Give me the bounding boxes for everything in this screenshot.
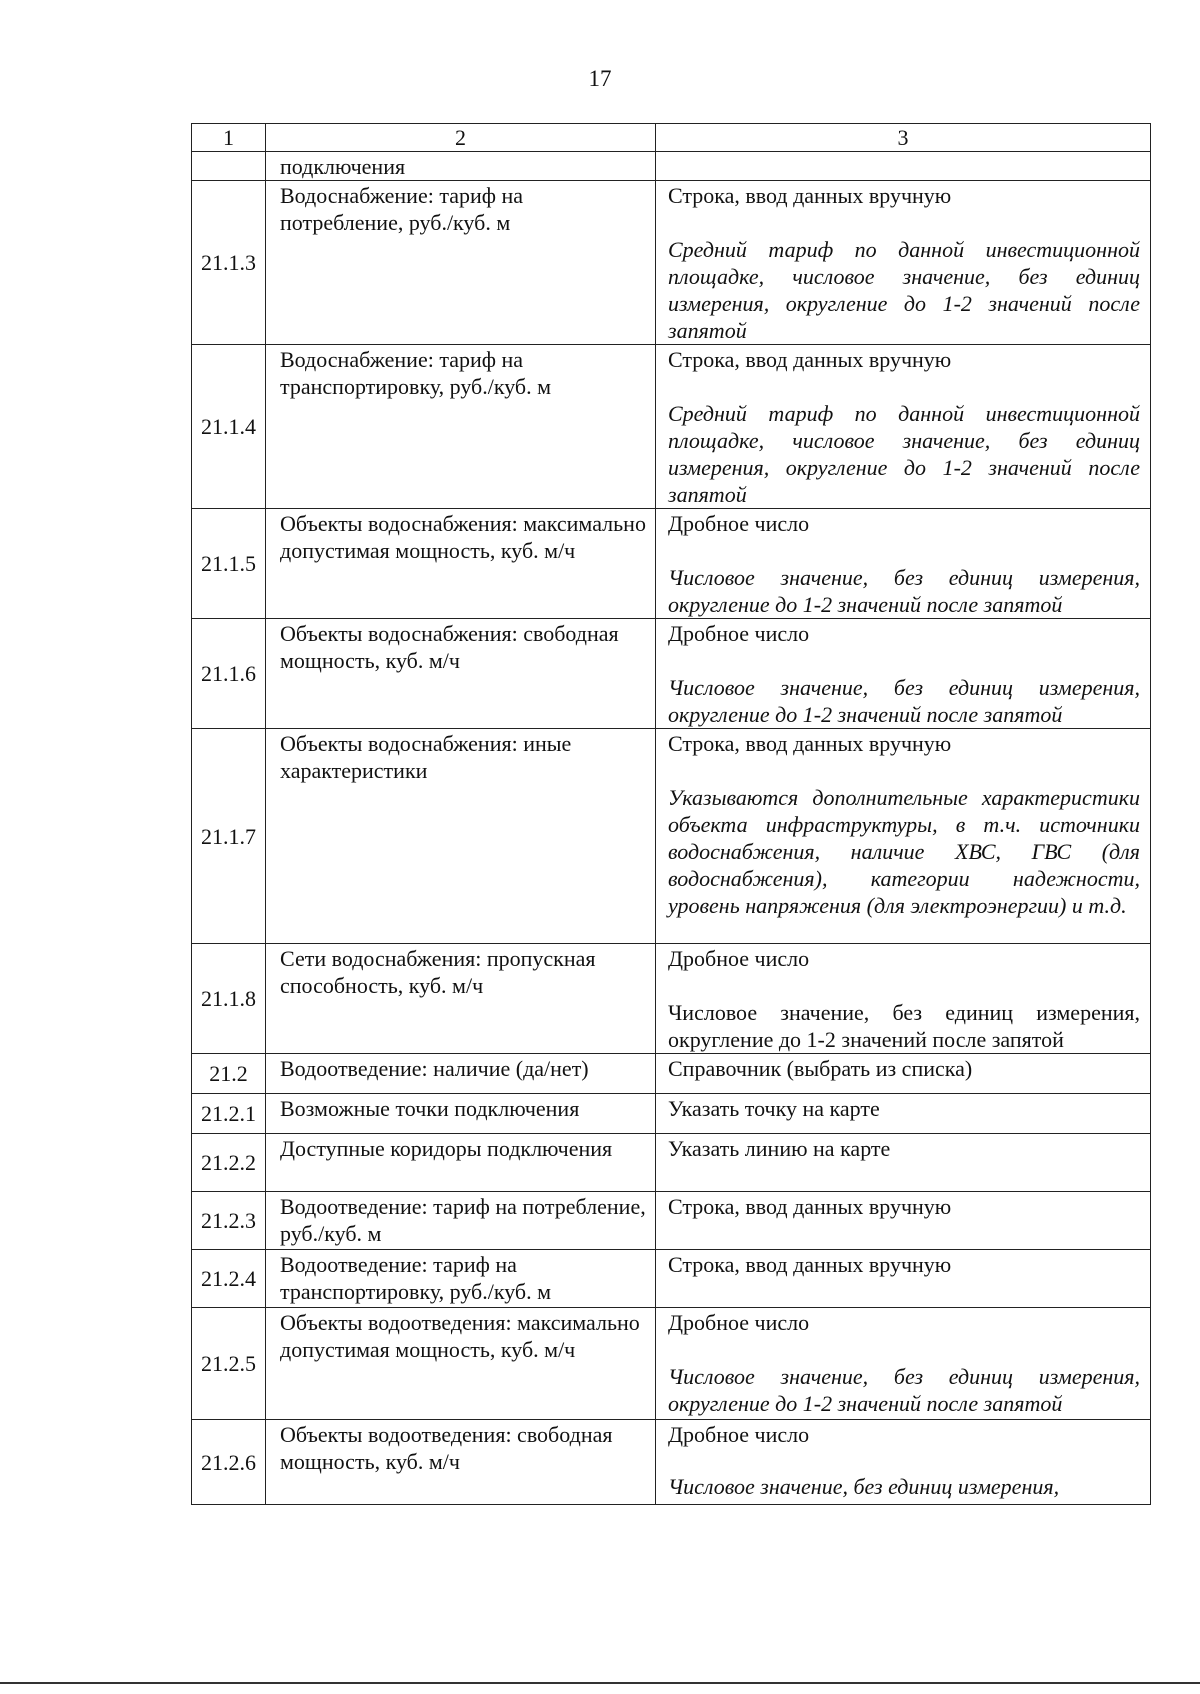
row-type: Справочник (выбрать из списка) (656, 1054, 1151, 1094)
row-type: Строка, ввод данных вручную (668, 347, 952, 372)
row-type (656, 152, 1151, 181)
row-name: Объекты водоотведения: максимально допустимая мощность, куб. м/ч (266, 1308, 656, 1420)
table-row (192, 509, 1151, 619)
row-note: Указываются дополнительные характеристики объекта инфраструктуры, в т.ч. источники водоснабжения, наличие ХВС, ГВС (для водоснабжения), категории надежности, уровень напряжения (для электроэнергии) и т.д. (668, 785, 1140, 918)
row-note: Числовое значение, без единиц измерения, округление до 1-2 значений после запятой (668, 675, 1140, 727)
table-row (192, 944, 1151, 1054)
row-description (656, 345, 1151, 509)
row-number: 21.1.8 (192, 944, 266, 1054)
table-row (192, 729, 1151, 944)
table-row (192, 1094, 1151, 1134)
row-number: 21.2 (192, 1054, 266, 1094)
row-number: 21.2.3 (192, 1192, 266, 1250)
row-name: Водоотведение: наличие (да/нет) (266, 1054, 656, 1094)
specification-table (191, 123, 1151, 1505)
row-number: 21.1.7 (192, 729, 266, 944)
row-type: Дробное число (668, 1310, 810, 1335)
row-type: Строка, ввод данных вручную (668, 183, 952, 208)
table-row (192, 1054, 1151, 1094)
row-note: Числовое значение, без единиц измерения, (668, 1474, 1060, 1499)
row-name: подключения (266, 152, 656, 181)
scan-edge-line (0, 1682, 1200, 1684)
page-number: 17 (588, 66, 612, 91)
row-type: Строка, ввод данных вручную (668, 731, 952, 756)
table-row (192, 1250, 1151, 1308)
row-name: Объекты водоснабжения: иные характеристики (266, 729, 656, 944)
row-name: Возможные точки подключения (266, 1094, 656, 1134)
header-cell-3: 3 (656, 124, 1151, 152)
row-number (192, 152, 266, 181)
row-type: Дробное число (668, 621, 810, 646)
row-number: 21.2.4 (192, 1250, 266, 1308)
row-note: Средний тариф по данной инвестиционной площадке, числовое значение, без единиц измерения, округление до 1-2 значений после запятой (668, 401, 1140, 507)
row-type: Дробное число (668, 511, 810, 536)
header-cell-2: 2 (266, 124, 656, 152)
row-name: Водоснабжение: тариф на транспортировку, руб./куб. м (266, 345, 656, 509)
table-row (192, 181, 1151, 345)
row-description (656, 729, 1151, 944)
table-row (192, 1192, 1151, 1250)
row-type: Строка, ввод данных вручную (656, 1250, 1151, 1308)
row-name: Водоотведение: тариф на потребление, руб./куб. м (266, 1192, 656, 1250)
row-name: Водоотведение: тариф на транспортировку, руб./куб. м (266, 1250, 656, 1308)
row-number: 21.2.6 (192, 1420, 266, 1505)
table-header-row (192, 124, 1151, 152)
row-name: Объекты водоотведения: свободная мощность, куб. м/ч (266, 1420, 656, 1505)
table-row (192, 345, 1151, 509)
row-type: Дробное число (668, 946, 810, 971)
row-number: 21.2.5 (192, 1308, 266, 1420)
table-row (192, 1420, 1151, 1505)
row-number: 21.1.6 (192, 619, 266, 729)
row-description (656, 944, 1151, 1054)
row-description (656, 1308, 1151, 1420)
row-description (656, 509, 1151, 619)
row-description (656, 1420, 1151, 1505)
row-name: Сети водоснабжения: пропускная способность, куб. м/ч (266, 944, 656, 1054)
row-number: 21.2.1 (192, 1094, 266, 1134)
row-name: Водоснабжение: тариф на потребление, руб./куб. м (266, 181, 656, 345)
row-type: Указать точку на карте (656, 1094, 1151, 1134)
row-name: Объекты водоснабжения: свободная мощность, куб. м/ч (266, 619, 656, 729)
row-note: Средний тариф по данной инвестиционной площадке, числовое значение, без единиц измерения, округление до 1-2 значений после запятой (668, 237, 1140, 343)
row-note: Числовое значение, без единиц измерения, округление до 1-2 значений после запятой (668, 1000, 1140, 1052)
row-note: Числовое значение, без единиц измерения, округление до 1-2 значений после запятой (668, 1364, 1140, 1416)
row-type: Строка, ввод данных вручную (656, 1192, 1151, 1250)
row-number: 21.1.4 (192, 345, 266, 509)
row-number: 21.1.5 (192, 509, 266, 619)
table-row (192, 619, 1151, 729)
row-name: Доступные коридоры подключения (266, 1134, 656, 1192)
row-description (656, 181, 1151, 345)
row-note: Числовое значение, без единиц измерения, округление до 1-2 значений после запятой (668, 565, 1140, 617)
row-number: 21.1.3 (192, 181, 266, 345)
row-type: Дробное число (668, 1422, 810, 1447)
table-row (192, 152, 1151, 181)
table-row (192, 1134, 1151, 1192)
row-type: Указать линию на карте (656, 1134, 1151, 1192)
row-number: 21.2.2 (192, 1134, 266, 1192)
row-description (656, 619, 1151, 729)
table-row (192, 1308, 1151, 1420)
header-cell-1: 1 (192, 124, 266, 152)
row-name: Объекты водоснабжения: максимально допустимая мощность, куб. м/ч (266, 509, 656, 619)
